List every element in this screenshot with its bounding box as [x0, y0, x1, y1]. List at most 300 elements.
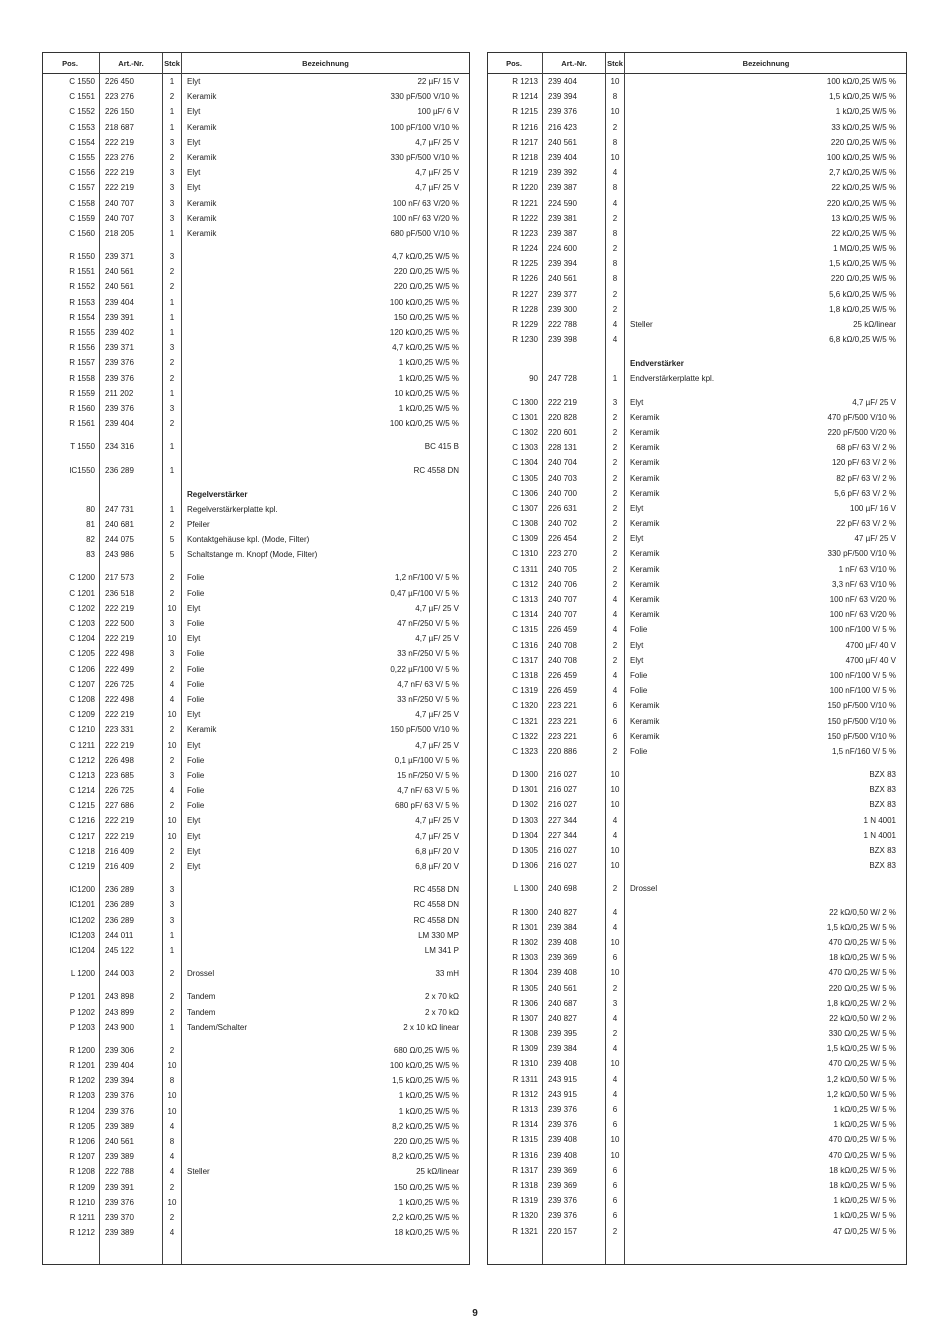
cell-qty: 2 [169, 519, 175, 529]
table-row [488, 653, 906, 668]
cell-name: Elyt [187, 634, 201, 644]
cell-val: 220 pF/500 V/20 % [827, 427, 896, 437]
cell-art: 240 561 [105, 1137, 134, 1146]
cell-qty: 2 [612, 503, 618, 513]
cell-art: 222 788 [105, 1167, 134, 1177]
cell-val: 4,7 µF/ 25 V [415, 137, 459, 147]
spacer [43, 958, 469, 966]
cell-val: 1 kΩ/0,25 W/5 % [398, 358, 459, 368]
cell-name: Kontaktgehäuse kpl. (Mode, Filter) [187, 535, 310, 545]
cell-qty: 10 [610, 846, 620, 855]
cell-pos: T 1550 [70, 442, 95, 452]
cell-val: 47 µF/ 25 V [854, 534, 896, 544]
cell-art: 239 408 [548, 968, 577, 978]
cell-val: 25 kΩ/linear [416, 1167, 459, 1177]
cell-qty: 10 [610, 770, 620, 780]
cell-qty: 3 [169, 198, 175, 208]
cell-qty: 3 [169, 900, 175, 910]
table-row [488, 858, 906, 873]
cell-val: BZX 83 [869, 770, 896, 780]
cell-val: 4700 µF/ 40 V [845, 655, 896, 665]
cell-art: 239 381 [548, 213, 577, 223]
table-row [488, 120, 906, 135]
cell-pos: C 1316 [512, 640, 538, 650]
cell-art: 222 219 [105, 634, 134, 644]
cell-qty: 2 [169, 419, 175, 429]
cell-qty: 2 [169, 267, 175, 277]
cell-qty: 3 [612, 998, 618, 1008]
cell-val: 100 µF/ 16 V [850, 503, 896, 513]
cell-art: 216 409 [105, 862, 134, 871]
table-row [43, 401, 469, 416]
cell-art: 227 686 [105, 801, 134, 811]
cell-qty: 2 [169, 992, 175, 1002]
cell-qty: 8 [169, 1076, 175, 1086]
cell-pos: P 1203 [69, 1022, 95, 1032]
cell-pos: C 1300 [512, 397, 538, 407]
table-row [43, 1005, 469, 1020]
cell-art: 239 408 [548, 1135, 577, 1145]
cell-qty: 10 [167, 831, 177, 841]
cell-pos: R 1316 [512, 1150, 538, 1160]
cell-qty: 2 [169, 92, 175, 102]
cell-val: 6,8 µF/ 20 V [415, 846, 459, 856]
cell-art: 224 600 [548, 244, 577, 254]
cell-pos: L 1300 [513, 884, 538, 894]
cell-art: 239 389 [105, 1228, 134, 1238]
cell-qty: 8 [612, 183, 618, 193]
cell-art: 222 219 [105, 740, 134, 750]
cell-qty: 2 [612, 549, 618, 559]
cell-pos: 82 [86, 535, 95, 545]
table-row [488, 843, 906, 858]
cell-qty: 1 [169, 504, 175, 514]
cell-art: 222 219 [105, 816, 134, 826]
cell-qty: 1 [169, 297, 175, 307]
cell-val: 1 nF/ 63 V/10 % [838, 564, 896, 574]
cell-val: 1 N 4001 [863, 815, 896, 825]
cell-name: Elyt [187, 846, 201, 856]
cell-pos: C 1323 [512, 746, 538, 756]
cell-pos: C 1314 [512, 610, 538, 620]
spacer [43, 1035, 469, 1043]
cell-val: 4,7 µF/ 25 V [415, 816, 459, 826]
cell-art: 239 371 [105, 252, 134, 262]
cell-val: 22 µF/ 15 V [417, 77, 459, 86]
cell-art: 239 404 [548, 77, 577, 86]
cell-qty: 8 [169, 1137, 175, 1146]
table-row [488, 501, 906, 516]
cell-art: 239 394 [105, 1076, 134, 1086]
cell-name: Elyt [630, 397, 644, 407]
cell-pos: C 1216 [69, 816, 95, 826]
cell-qty: 1 [169, 465, 175, 475]
cell-qty: 10 [610, 968, 620, 978]
cell-val: 2,2 kΩ/0,25 W/5 % [392, 1212, 459, 1222]
cell-qty: 4 [612, 922, 618, 932]
cell-qty: 6 [612, 716, 618, 726]
table-row [488, 74, 906, 89]
cell-qty: 8 [612, 92, 618, 102]
cell-pos: R 1315 [512, 1135, 538, 1145]
cell-val: 220 kΩ/0,25 W/5 % [826, 198, 896, 208]
table-row [43, 1134, 469, 1149]
cell-art: 239 394 [548, 259, 577, 269]
cell-val: 100 nF/100 V/ 5 % [829, 625, 896, 635]
cell-art: 220 828 [548, 412, 577, 422]
cell-qty: 3 [612, 397, 618, 407]
cell-pos: C 1217 [69, 831, 95, 841]
cell-val: 470 Ω/0,25 W/ 5 % [828, 1150, 896, 1160]
cell-qty: 10 [167, 603, 177, 613]
table-row [488, 332, 906, 347]
cell-art: 240 561 [548, 983, 577, 993]
cell-art: 227 344 [548, 815, 577, 825]
cell-art: 223 221 [548, 716, 577, 726]
cell-qty: 2 [612, 1029, 618, 1039]
cell-art: 239 389 [105, 1152, 134, 1162]
cell-pos: R 1218 [512, 152, 538, 162]
cell-name: Elyt [187, 603, 201, 613]
cell-pos: R 1200 [69, 1045, 95, 1055]
table-row [488, 287, 906, 302]
cell-qty: 4 [612, 1013, 618, 1023]
cell-qty: 4 [612, 686, 618, 696]
cell-qty: 2 [612, 122, 618, 132]
cell-name: Folie [630, 670, 648, 680]
cell-val: 100 nF/ 63 V/20 % [829, 610, 896, 620]
cell-name: Folie [630, 625, 648, 635]
cell-pos: C 1551 [69, 92, 95, 102]
cell-val: 8,2 kΩ/0,25 W/5 % [392, 1121, 459, 1131]
table-row [43, 150, 469, 165]
cell-pos: 80 [86, 504, 95, 514]
cell-val: 330 pF/500 V/10 % [390, 92, 459, 102]
table-row [43, 104, 469, 119]
cell-art: 222 499 [105, 664, 134, 674]
cell-name: Folie [630, 686, 648, 696]
cell-val: 470 Ω/0,25 W/ 5 % [828, 968, 896, 978]
cell-name: Keramik [630, 443, 660, 453]
cell-pos: C 1321 [512, 716, 538, 726]
cell-art: 216 409 [105, 846, 134, 856]
cell-qty: 2 [169, 846, 175, 856]
cell-qty: 1 [169, 388, 175, 398]
table-row [43, 1088, 469, 1103]
cell-pos: R 1207 [69, 1152, 95, 1162]
cell-pos: C 1305 [512, 473, 538, 483]
cell-val: 68 pF/ 63 V/ 2 % [836, 443, 896, 453]
cell-qty: 10 [610, 937, 620, 947]
cell-art: 222 219 [105, 710, 134, 720]
cell-qty: 4 [612, 1044, 618, 1054]
cell-val: LM 341 P [424, 945, 459, 955]
cell-qty: 4 [612, 670, 618, 680]
cell-val: 47 nF/250 V/ 5 % [397, 619, 459, 628]
cell-name: Elyt [630, 503, 644, 513]
cell-pos: D 1303 [512, 815, 538, 825]
table-row [43, 1043, 469, 1058]
cell-name: Keramik [630, 731, 660, 741]
table-row [488, 440, 906, 455]
cell-val: BZX 83 [869, 846, 896, 855]
cell-val: RC 4558 DN [413, 915, 459, 925]
cell-pos: R 1554 [69, 312, 95, 322]
cell-val: 100 nF/100 V/ 5 % [829, 670, 896, 680]
cell-pos: C 1204 [69, 634, 95, 644]
cell-art: 240 703 [548, 473, 577, 483]
table-row [488, 410, 906, 425]
cell-pos: R 1226 [512, 274, 538, 284]
cell-val: 4,7 µF/ 25 V [415, 740, 459, 750]
cell-art: 216 027 [548, 770, 577, 780]
cell-val: 470 Ω/0,25 W/ 5 % [828, 1059, 896, 1069]
cell-val: 680 Ω/0,25 W/5 % [393, 1045, 459, 1055]
cell-art: 223 270 [548, 549, 577, 559]
header-name: Bezeichnung [742, 59, 790, 68]
table-row [43, 928, 469, 943]
table-row [488, 729, 906, 744]
cell-art: 223 221 [548, 731, 577, 741]
cell-qty: 4 [612, 1089, 618, 1099]
cell-name: Regelverstärkerplatte kpl. [187, 504, 278, 514]
cell-art: 226 631 [548, 503, 577, 513]
spacer [488, 897, 906, 905]
cell-pos: R 1209 [69, 1182, 95, 1192]
cell-art: 222 219 [105, 183, 134, 193]
table-row [43, 295, 469, 310]
cell-art: 243 899 [105, 1007, 134, 1017]
cell-qty: 2 [612, 655, 618, 665]
cell-art: 236 289 [105, 885, 134, 895]
cell-art: 226 450 [105, 77, 134, 86]
cell-art: 243 900 [105, 1022, 134, 1032]
cell-pos: R 1318 [512, 1180, 538, 1190]
table-row [43, 211, 469, 226]
cell-art: 222 219 [548, 397, 577, 407]
cell-art: 239 404 [548, 152, 577, 162]
cell-art: 220 157 [548, 1226, 577, 1236]
cell-name: Keramik [187, 725, 217, 735]
table-row [43, 532, 469, 547]
table-row [488, 828, 906, 843]
cell-pos: C 1318 [512, 670, 538, 680]
spacer [43, 478, 469, 486]
table-row [488, 1148, 906, 1163]
table-row [43, 943, 469, 958]
cell-pos: C 1320 [512, 701, 538, 711]
cell-val: 1 kΩ/0,25 W/ 5 % [833, 1105, 896, 1114]
cell-pos: R 1213 [512, 77, 538, 86]
cell-qty: 2 [612, 304, 618, 314]
cell-name: Elyt [187, 816, 201, 826]
cell-name: Elyt [187, 862, 201, 871]
cell-qty: 2 [612, 746, 618, 756]
table-row [43, 631, 469, 646]
cell-art: 243 898 [105, 992, 134, 1002]
table-row [43, 439, 469, 454]
cell-val: 1 kΩ/0,25 W/5 % [835, 107, 896, 117]
table-row [488, 104, 906, 119]
cell-art: 226 725 [105, 679, 134, 689]
cell-val: 0,1 µF/100 V/ 5 % [394, 755, 459, 765]
cell-val: 18 kΩ/0,25 W/ 5 % [829, 1165, 896, 1175]
cell-art: 240 707 [548, 610, 577, 620]
cell-qty: 8 [612, 259, 618, 269]
cell-val: 10 kΩ/0,25 W/5 % [394, 388, 459, 398]
cell-qty: 2 [612, 884, 618, 894]
table-row [43, 463, 469, 478]
cell-pos: C 1310 [512, 549, 538, 559]
cell-pos: R 1227 [512, 289, 538, 299]
cell-art: 239 376 [548, 107, 577, 117]
cell-qty: 10 [167, 710, 177, 720]
cell-val: RC 4558 DN [413, 885, 459, 895]
cell-name: Drossel [187, 969, 215, 979]
cell-qty: 10 [167, 740, 177, 750]
cell-val: 0,22 µF/100 V/ 5 % [390, 664, 459, 674]
cell-val: 2 x 70 kΩ [425, 992, 459, 1002]
cell-art: 239 387 [548, 228, 577, 238]
table-row [488, 698, 906, 713]
cell-qty: 4 [169, 694, 175, 704]
cell-pos: IC1550 [69, 465, 95, 475]
cell-art: 239 377 [548, 289, 577, 299]
cell-art: 239 408 [548, 1150, 577, 1160]
table-row [488, 813, 906, 828]
cell-pos: C 1556 [69, 168, 95, 178]
table-row [43, 279, 469, 294]
cell-qty: 10 [610, 1150, 620, 1160]
cell-pos: C 1304 [512, 458, 538, 468]
cell-qty: 2 [169, 588, 175, 598]
section-heading [43, 486, 469, 502]
cell-qty: 4 [612, 610, 618, 620]
cell-pos: R 1304 [512, 968, 538, 978]
cell-art: 239 376 [548, 1196, 577, 1206]
cell-art: 223 221 [548, 701, 577, 711]
cell-pos: R 1219 [512, 168, 538, 178]
cell-pos: R 1560 [69, 403, 95, 413]
cell-qty: 4 [169, 679, 175, 689]
spacer [43, 241, 469, 249]
cell-val: 220 Ω/0,25 W/5 % [830, 137, 896, 147]
cell-val: 1,8 kΩ/0,25 W/5 % [829, 304, 896, 314]
cell-art: 239 370 [105, 1212, 134, 1222]
cell-qty: 1 [169, 945, 175, 955]
cell-art: 240 707 [548, 595, 577, 604]
cell-pos: C 1200 [69, 573, 95, 583]
cell-name: Keramik [187, 152, 217, 162]
table-row [488, 371, 906, 386]
cell-pos: C 1558 [69, 198, 95, 208]
cell-val: 4,7 nF/ 63 V/ 5 % [397, 679, 459, 689]
table-row [488, 211, 906, 226]
cell-pos: R 1204 [69, 1106, 95, 1116]
cell-qty: 4 [169, 1167, 175, 1177]
cell-pos: IC1200 [69, 885, 95, 895]
table-row [488, 256, 906, 271]
cell-qty: 2 [169, 573, 175, 583]
cell-qty: 3 [169, 885, 175, 895]
cell-qty: 2 [169, 664, 175, 674]
cell-val: 120 pF/ 63 V/ 2 % [831, 458, 896, 468]
cell-qty: 4 [612, 830, 618, 840]
cell-qty: 4 [612, 625, 618, 635]
table-row [488, 180, 906, 195]
table-row [43, 601, 469, 616]
table-row [488, 950, 906, 965]
table-row [43, 966, 469, 981]
cell-val: 2 x 70 kΩ [425, 1007, 459, 1017]
table-row [488, 395, 906, 410]
cell-art: 239 391 [105, 1182, 134, 1192]
cell-qty: 2 [169, 282, 175, 292]
cell-name: Elyt [187, 831, 201, 841]
cell-pos: R 1300 [512, 907, 538, 917]
cell-qty: 2 [169, 725, 175, 735]
cell-art: 239 398 [548, 335, 577, 345]
cell-qty: 10 [167, 1197, 177, 1207]
table-row [43, 783, 469, 798]
table-row [43, 662, 469, 677]
table-row [43, 1225, 469, 1240]
cell-art: 240 705 [548, 564, 577, 574]
cell-qty: 1 [169, 930, 175, 940]
cell-art: 243 915 [548, 1089, 577, 1099]
cell-qty: 6 [612, 1105, 618, 1114]
cell-val: 6,8 µF/ 20 V [415, 862, 459, 871]
cell-val: 100 µF/ 6 V [417, 107, 459, 117]
cell-pos: C 1559 [69, 213, 95, 223]
cell-name: Folie [187, 619, 205, 628]
table-row [488, 607, 906, 622]
cell-qty: 4 [169, 1121, 175, 1131]
cell-art: 239 369 [548, 1165, 577, 1175]
cell-qty: 2 [169, 358, 175, 368]
cell-val: 100 pF/100 V/10 % [390, 122, 459, 132]
cell-name: Drossel [630, 884, 658, 894]
cell-qty: 6 [612, 731, 618, 741]
cell-qty: 3 [169, 183, 175, 193]
header-art: Art.-Nr. [118, 59, 144, 68]
cell-val: 150 pF/500 V/10 % [827, 716, 896, 726]
cell-name: Endverstärkerplatte kpl. [630, 374, 715, 384]
cell-qty: 1 [169, 228, 175, 238]
cell-val: 33 kΩ/0,25 W/5 % [831, 122, 896, 132]
table-row [488, 271, 906, 286]
table-row [43, 1104, 469, 1119]
spacer [43, 455, 469, 463]
cell-art: 240 561 [105, 267, 134, 277]
table-row [43, 1180, 469, 1195]
cell-val: 3,3 nF/ 63 V/10 % [831, 579, 896, 589]
cell-pos: C 1317 [512, 655, 538, 665]
cell-qty: 8 [612, 228, 618, 238]
cell-art: 240 708 [548, 655, 577, 665]
cell-art: 236 289 [105, 915, 134, 925]
cell-val: 330 pF/500 V/10 % [390, 152, 459, 162]
cell-name: Tandem [187, 1007, 216, 1017]
cell-qty: 4 [612, 168, 618, 178]
cell-pos: R 1309 [512, 1044, 538, 1054]
cell-val: 4,7 µF/ 25 V [415, 183, 459, 193]
cell-pos: C 1322 [512, 731, 538, 741]
cell-pos: R 1211 [69, 1212, 95, 1222]
cell-art: 236 289 [105, 900, 134, 910]
cell-name: Folie [187, 649, 205, 659]
cell-pos: R 1551 [69, 267, 95, 277]
